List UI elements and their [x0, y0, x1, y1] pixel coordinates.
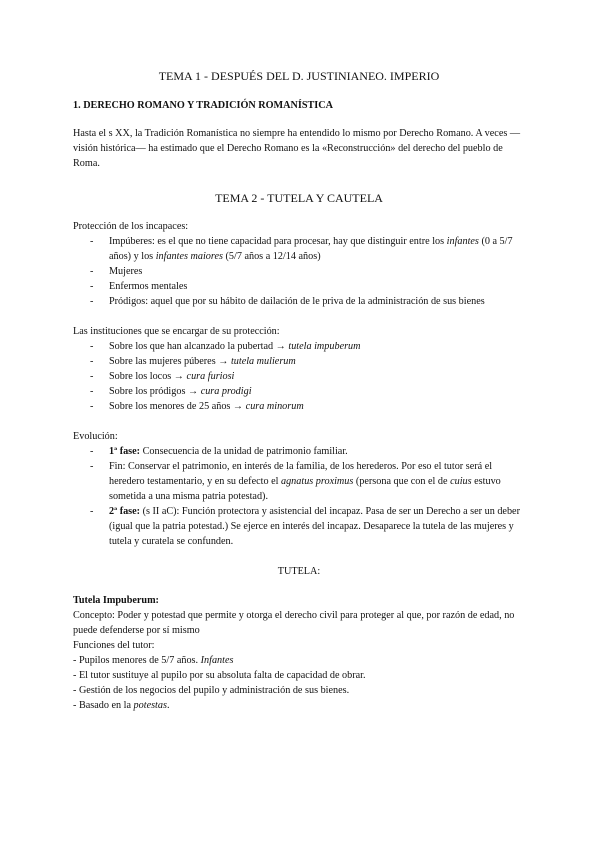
list-item: - Impúberes: es el que no tiene capacidad para procesar, hay que distinguir entre los infantes (0 a 5/7 años) y los infantes maiores (5/7 años a 12/14 años) — [109, 234, 525, 264]
tutela-heading: TUTELA: — [277, 566, 321, 577]
tutela-impuberum-heading: Tutela Impuberum: — [73, 595, 159, 606]
tema2-title: TEMA 2 - TUTELA Y CAUTELA — [215, 191, 383, 205]
list-item: - Sobre las mujeres púberes → tutela mulierum — [109, 354, 525, 369]
list-item: - Sobre los locos → cura furiosi — [109, 369, 525, 384]
funcion-line: - El tutor sustituye al pupilo por su absoluta falta de capacidad de obrar. — [73, 670, 366, 681]
concepto-paragraph: Concepto: Poder y potestad que permite y otorga el derecho civil para proteger al que, por razón de edad, no puede defenderse por sí mismo — [73, 610, 515, 636]
section1-heading: 1. DERECHO ROMANO Y TRADICIÓN ROMANÍSTICA — [73, 100, 333, 111]
list-item: - Sobre los pródigos → cura prodigi — [109, 384, 525, 399]
section1-paragraph: Hasta el s XX, la Tradición Romanística no siempre ha entendido lo mismo por Derecho Romano. A veces —visión histórica— ha estimado que el Derecho Romano es la «Reconstrucción» del derecho del pueblo de Roma. — [73, 128, 521, 169]
list-item: - Enfermos mentales — [109, 279, 525, 294]
funcion-line: - Basado en la potestas. — [73, 700, 170, 711]
list-item: - Fin: Conservar el patrimonio, en interés de la familia, de los herederos. Por eso el tutor será el heredero testamentario, y en su defecto el agnatus proximus (persona que con el de cuius estuvo sometida a una misma patria potestad). — [109, 459, 525, 504]
list-item: - 1ª fase: Consecuencia de la unidad de patrimonio familiar. — [109, 444, 525, 459]
evolucion-label: Evolución: — [73, 431, 118, 442]
proteccion-label: Protección de los incapaces: — [73, 221, 189, 232]
incapaces-list — [73, 234, 525, 309]
funcion-line: - Gestión de los negocios del pupilo y administración de sus bienes. — [73, 685, 350, 696]
tema1-title: TEMA 1 - DESPUÉS DEL D. JUSTINIANEO. IMPERIO — [158, 69, 440, 83]
list-item: - Sobre los que han alcanzado la pubertad → tutela impuberum — [109, 339, 525, 354]
funcion-line: - Pupilos menores de 5/7 años. Infantes — [73, 655, 234, 666]
list-item: - 2ª fase: (s II aC): Función protectora y asistencial del incapaz. Pasa de ser un Derecho a ser un deber (igual que la patria potestad.) Se ejerce en interés del incapaz. Desaparece la tutela de las mujeres y tutela y curatela se confunden. — [109, 504, 525, 549]
instituciones-label: Las instituciones que se encargar de su protección: — [73, 326, 280, 337]
list-item: - Sobre los menores de 25 años → cura minorum — [109, 399, 525, 414]
list-item: - Pródigos: aquel que por su hábito de dailación de le priva de la administración de sus bienes — [109, 294, 525, 309]
document-page — [73, 68, 525, 713]
funciones-label: Funciones del tutor: — [73, 640, 155, 651]
list-item: - Mujeres — [109, 264, 525, 279]
instituciones-list — [73, 339, 525, 414]
evolucion-list — [73, 444, 525, 549]
